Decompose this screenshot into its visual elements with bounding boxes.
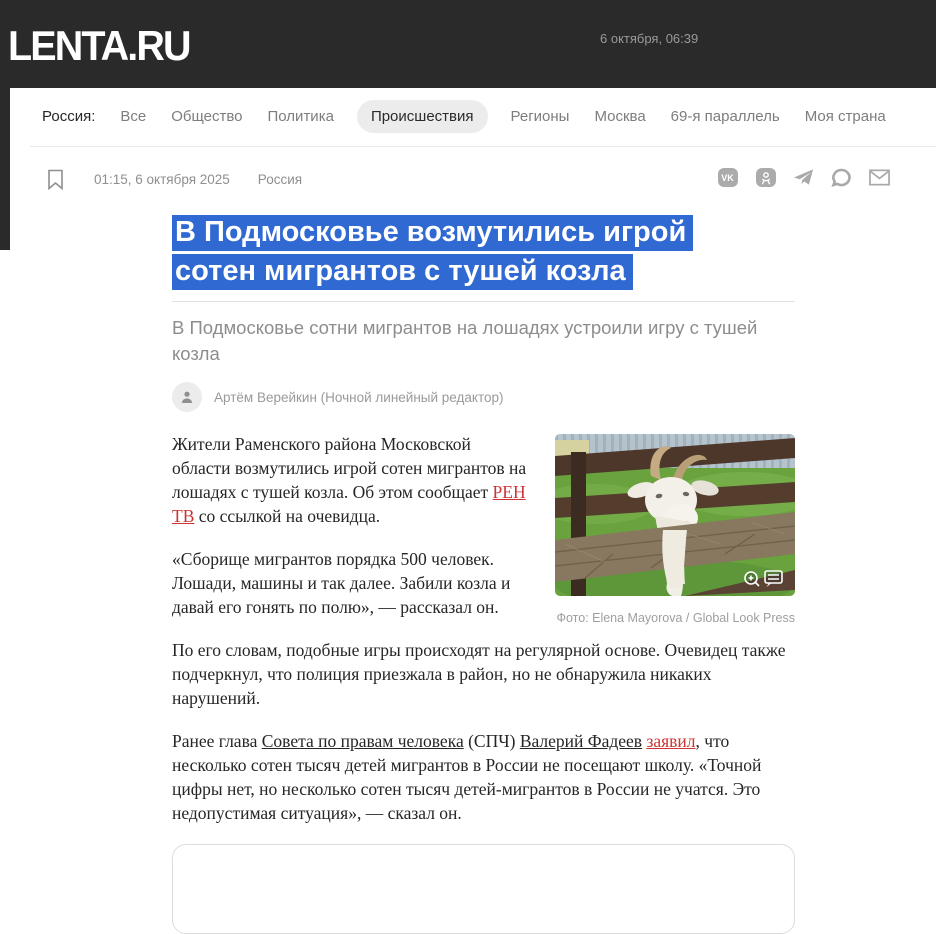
- article-meta: [47, 167, 936, 191]
- publish-time: 01:15, 6 октября 2025: [94, 172, 230, 187]
- related-news-box[interactable]: [172, 844, 795, 934]
- inline-link[interactable]: РЕН ТВ: [172, 482, 526, 526]
- nav-item-active[interactable]: Происшествия: [357, 100, 488, 133]
- lenta-logo[interactable]: LENTA.RU: [8, 22, 190, 70]
- article-title: [172, 213, 712, 291]
- inline-link[interactable]: заявил: [646, 731, 695, 751]
- nav-item[interactable]: Моя страна: [805, 108, 886, 125]
- comments-icon[interactable]: [831, 167, 852, 188]
- nav-items: [120, 108, 885, 125]
- title-highlight: В Подмосковье возмутились игрой сотен мигрантов с тушей козла: [172, 215, 693, 290]
- vk-icon[interactable]: VK: [717, 167, 738, 188]
- paragraph: Жители Раменского района Московской области возмутились игрой сотен мигрантов на лошадях с тушей козла. Об этом сообщает РЕН ТВ со ссылкой на очевидца.: [172, 432, 795, 528]
- nav-item[interactable]: 69-я параллель: [671, 108, 780, 125]
- nav-item[interactable]: Все: [120, 108, 146, 125]
- email-icon[interactable]: [869, 167, 890, 188]
- author-name: Артём Верейкин (Ночной линейный редактор): [214, 390, 504, 405]
- nav-divider: [30, 146, 936, 147]
- article-photo: [555, 434, 795, 630]
- goat-photo[interactable]: [555, 434, 795, 596]
- article: [172, 213, 795, 934]
- author-row: [172, 382, 795, 412]
- ok-icon[interactable]: [755, 167, 776, 188]
- photo-caption: Фото: Elena Mayorova / Global Look Press: [555, 606, 795, 630]
- paragraph: По его словам, подобные игры происходят на регулярной основе. Очевидец также подчеркнул, что полиция приезжала в район, но не обнаружила никаких нарушений.: [172, 638, 795, 710]
- telegram-icon[interactable]: [793, 167, 814, 188]
- title-divider: [172, 301, 795, 302]
- header-datetime: 6 октября, 06:39: [600, 31, 698, 46]
- rubric-link[interactable]: Россия: [258, 172, 302, 187]
- person-icon: [179, 389, 195, 405]
- author-avatar: [172, 382, 202, 412]
- article-body: [172, 432, 795, 825]
- bookmark-icon[interactable]: [47, 169, 64, 190]
- rubric-nav: [10, 88, 936, 125]
- nav-item[interactable]: Москва: [594, 108, 645, 125]
- header-left-strip: [0, 88, 10, 250]
- nav-item[interactable]: Общество: [171, 108, 242, 125]
- nav-item[interactable]: Политика: [268, 108, 334, 125]
- share-buttons: [717, 167, 890, 188]
- paragraph: «Сборище мигрантов порядка 500 человек. Лошади, машины и так далее. Забили козла и давай его гонять по полю», — рассказал он.: [172, 547, 795, 619]
- paragraph: Ранее глава Совета по правам человека (СПЧ) Валерий Фадеев заявил, что несколько сотен тысяч детей мигрантов в России не посещают школу. «Точной цифры нет, но несколько сотен тысяч детей-мигрантов в России не учатся. Это недопустимая ситуация», — сказал он.: [172, 729, 795, 825]
- article-subtitle: В Подмосковье сотни мигрантов на лошадях устроили игру с тушей козла: [172, 315, 772, 367]
- content-card: [10, 88, 936, 883]
- site-header: [0, 0, 936, 88]
- inline-link[interactable]: Валерий Фадеев: [520, 731, 642, 751]
- inline-link[interactable]: Совета по правам человека: [262, 731, 464, 751]
- nav-region-label[interactable]: Россия:: [42, 108, 95, 125]
- nav-item[interactable]: Регионы: [511, 108, 570, 125]
